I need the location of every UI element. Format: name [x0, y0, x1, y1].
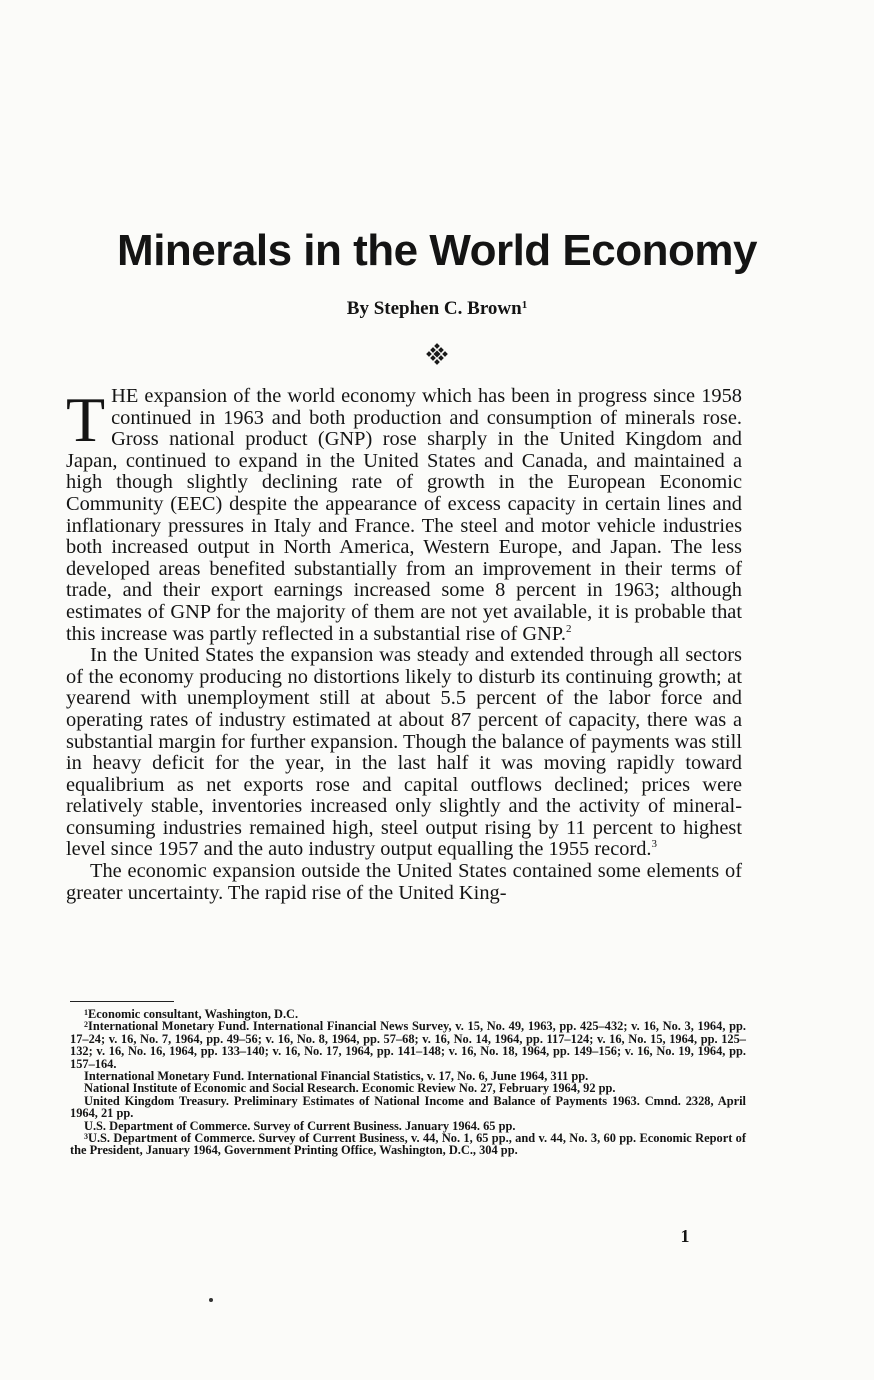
footnotes [70, 1008, 746, 1157]
footnote-marker: 1 [84, 1008, 88, 1017]
diamond-ornament-icon [426, 343, 448, 365]
footnote-text: International Monetary Fund. International Financial News Survey, v. 15, No. 49, 1963, pp. 425–432; v. 16, No. 3, 1964, pp. 17–24; v. 16, No. 7, 1964, pp. 49–56; v. 16, No. 8, 1964, pp. 57–68; v. 16, No. 14, 1964, pp. 117–124; v. 16, No. 15, 1964, pp. 125–132; v. 16, No. 16, 1964, pp. 133–140; v. 16, No. 17, 1964, pp. 141–148; v. 16, No. 18, 1964, pp. 149–156; v. 16, No. 19, 1964, pp. 157–164. [70, 1019, 746, 1071]
footnote-text: Economic consultant, Washington, D.C. [88, 1007, 299, 1021]
footnote-marker: 2 [84, 1020, 88, 1030]
paragraph [66, 645, 742, 861]
footnote [70, 1020, 746, 1070]
article-body [66, 386, 742, 904]
footnote: U.S. Department of Commerce. Survey of Current Business. January 1964. 65 pp. [84, 1118, 516, 1133]
footnote-divider [70, 1001, 174, 1002]
footnote-marker: 3 [84, 1132, 88, 1142]
byline [0, 298, 874, 320]
footnote: National Institute of Economic and Social Research. Economic Review No. 27, February 1964, 92 pp. [84, 1081, 616, 1096]
footnote: United Kingdom Treasury. Preliminary Estimates of National Income and Balance of Payments 1963. Cmnd. 2328, April 1964, 21 pp. [70, 1093, 746, 1121]
page-number: 1 [680, 1226, 690, 1246]
footnote: International Monetary Fund. International Financial Statistics, v. 17, No. 6, June 1964, 311 pp. [84, 1069, 589, 1084]
paragraph [66, 386, 742, 645]
footnote [70, 1132, 746, 1157]
scan-speck [209, 1298, 213, 1302]
paragraph-text: In the United States the expansion was steady and extended through all sectors of the economy producing no distortions likely to disturb its continuing growth; at yearend with unemployment still at about 5.5 percent of the labor force and operating rates of industry estimated at about 87 percent of capacity, there was a substantial margin for further expansion. Though the balance of payments was still in heavy deficit for the year, in the last half it was moving rapidly toward equalibrium as net exports rose and capital outflows declined; prices were relatively stable, inventories increased only slightly and the activity of mineral-consuming industries remained high, steel output rising by 11 percent to highest level since 1957 and the auto industry output equalling the 1955 record. [66, 644, 742, 861]
footnote-marker: 1 [521, 299, 528, 311]
footnote-marker: 3 [651, 838, 658, 851]
drop-cap: T [66, 384, 106, 455]
author-name: By Stephen C. Brown [346, 298, 522, 319]
paragraph-text: HE expansion of the world economy which has been in progress since 1958 continued in 1963 and both production and consumption of minerals rose. Gross national product (GNP) rose sharply in the United Kingdom and Japan, continued to expand in the United States and Canada, and maintained a high though slightly declining rate of growth in the European Economic Community (EEC) despite the appearance of excess capacity in certain lines and inflationary pressures in Italy and France. The steel and motor vehicle industries both increased output in North America, Western Europe, and Japan. The less developed areas benefited substantially from an improvement in their terms of trade, and their export earnings increased some 8 percent in 1963; although estimates of GNP for the majority of them are not yet available, it is probable that this increase was partly reflected in a substantial rise of GNP. [66, 385, 742, 645]
paragraph: The economic expansion outside the United States contained some elements of greater uncertainty. The rapid rise of the United King- [66, 860, 742, 904]
footnote-text: U.S. Department of Commerce. Survey of Current Business, v. 44, No. 1, 65 pp., and v. 44, No. 3, 60 pp. Economic Report of the President, January 1964, Government Printing Office, Washington, D.C., 304 pp. [70, 1131, 746, 1158]
footnote-marker: 2 [566, 622, 572, 635]
article-title: Minerals in the World Economy [117, 226, 757, 275]
